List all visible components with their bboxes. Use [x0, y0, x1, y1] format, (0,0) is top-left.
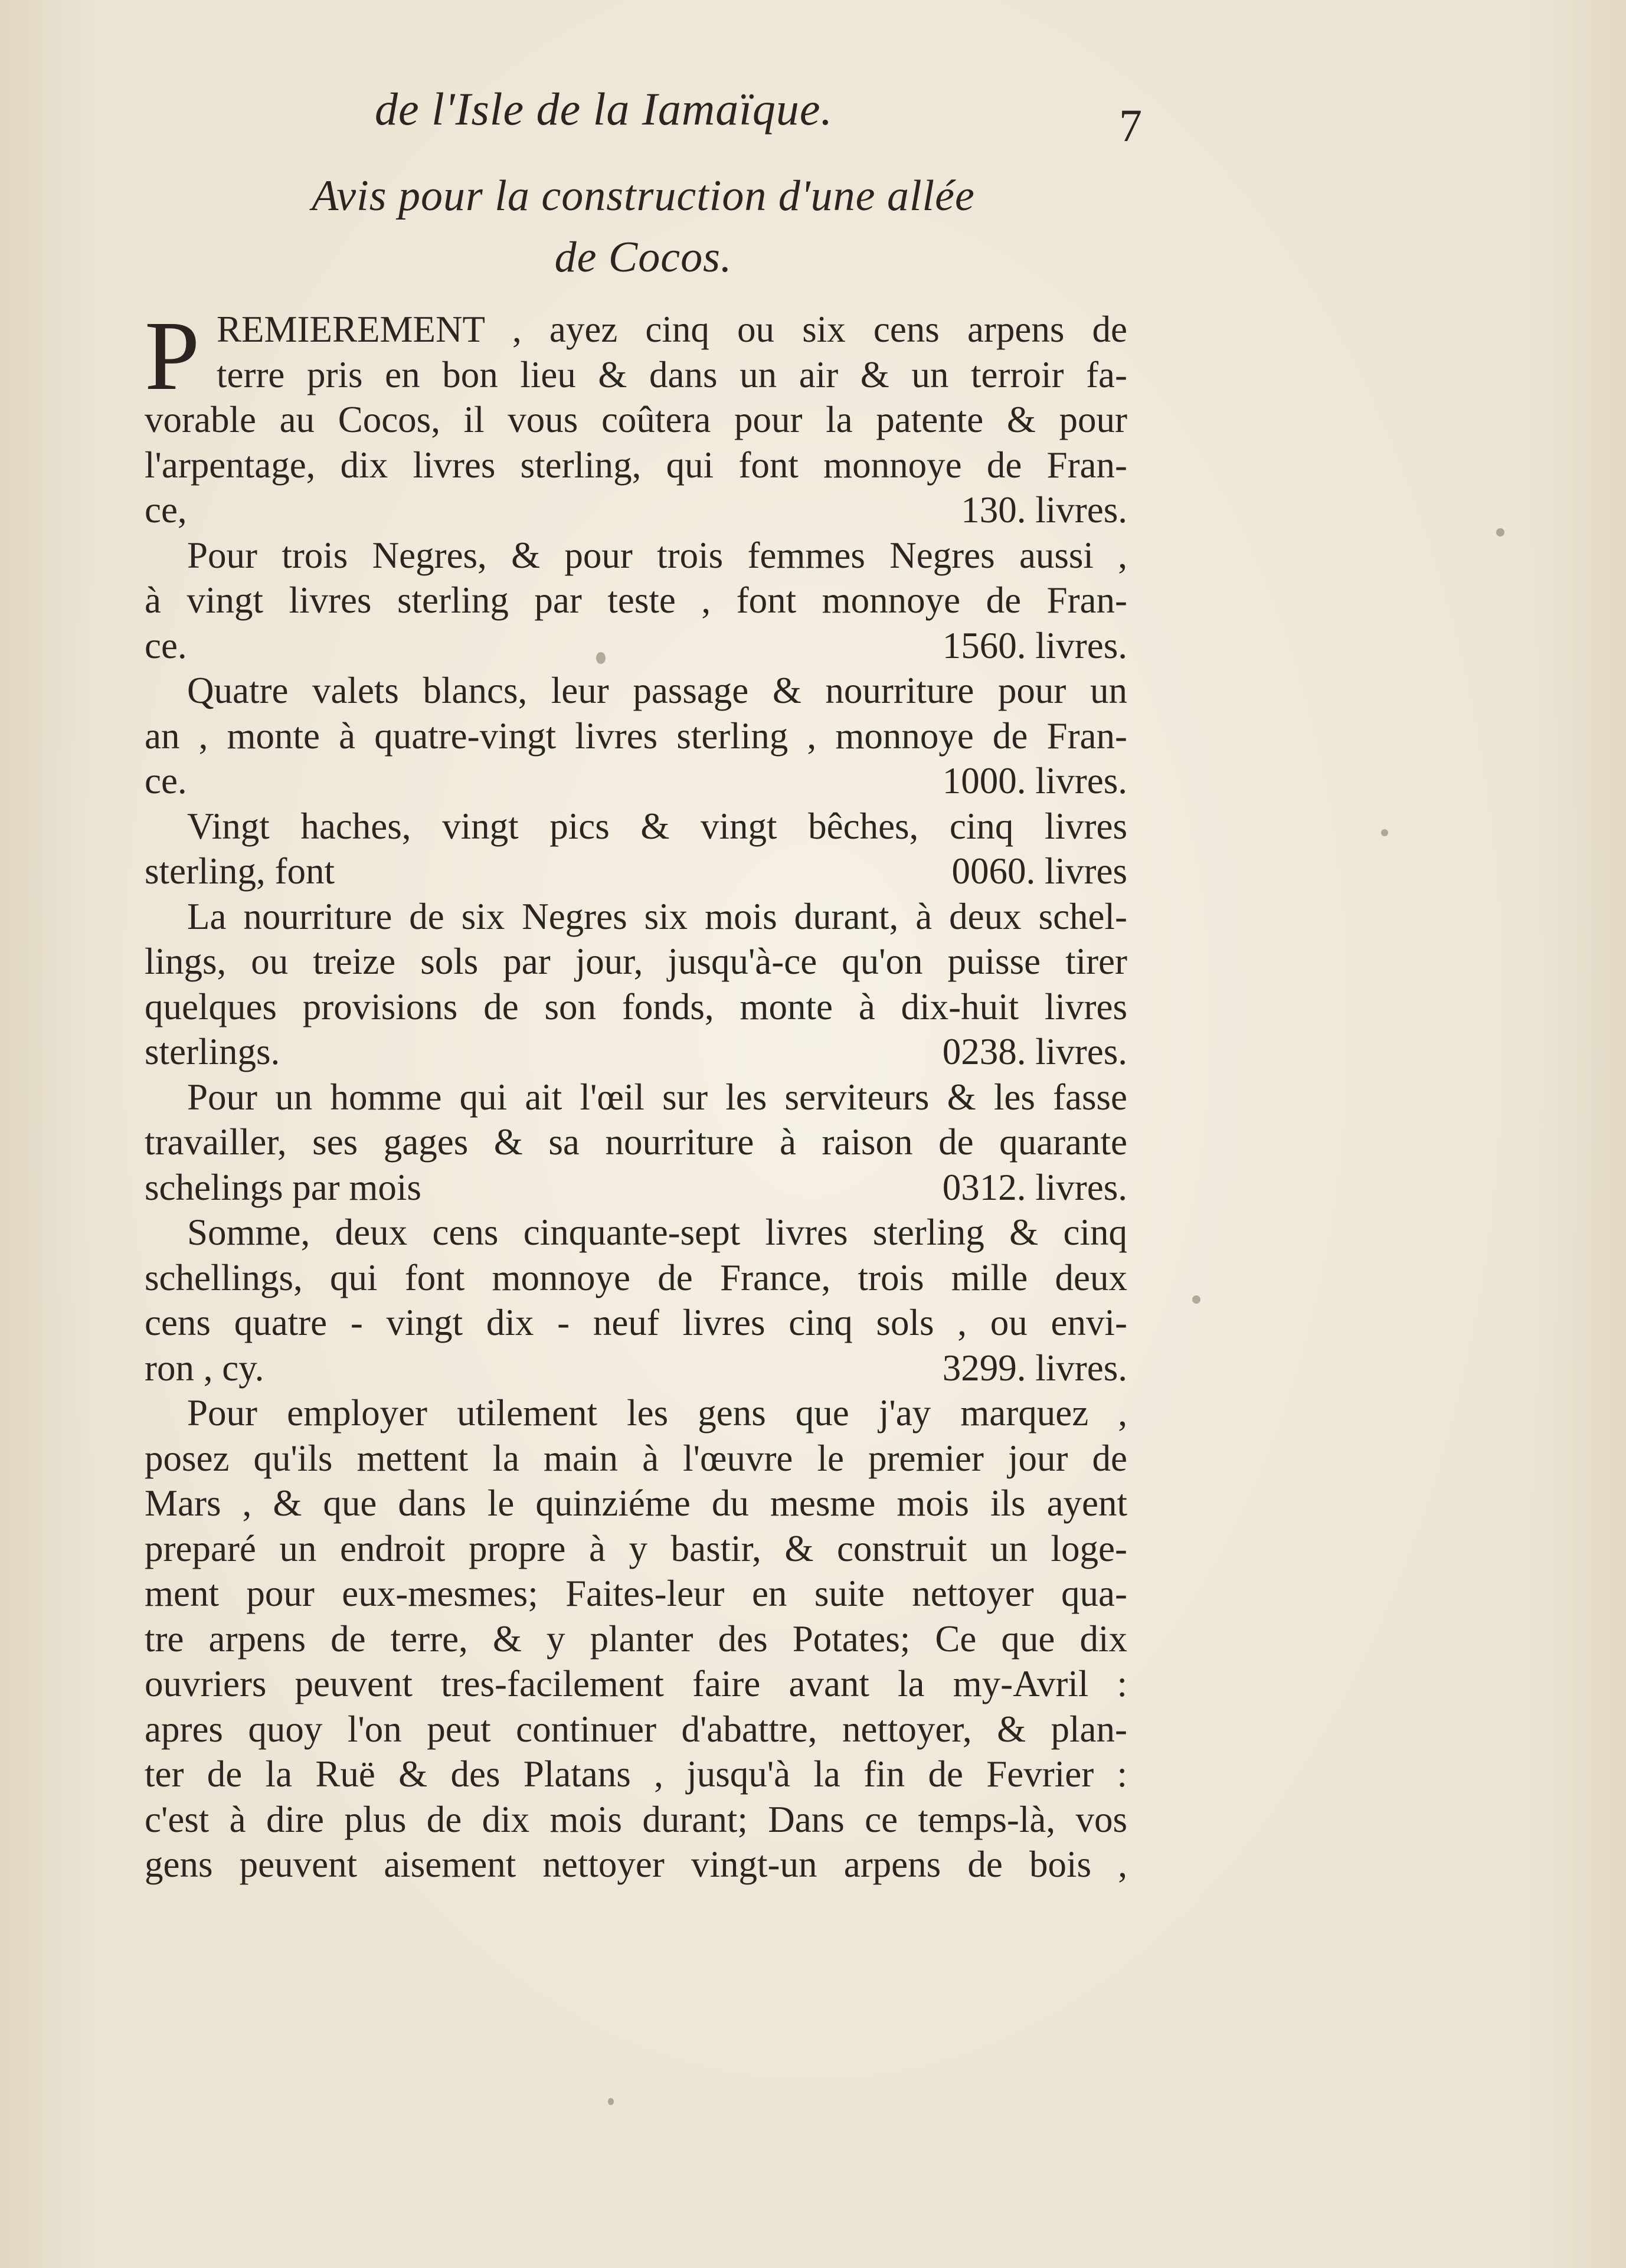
text-line	[145, 443, 1127, 488]
text-line	[145, 1255, 1127, 1301]
line-text: REMIEREMENT , ayez cinq ou six cens arpens de	[217, 309, 1127, 350]
text-line	[145, 1842, 1127, 1887]
line-text: tre arpens de terre, & y planter des Potates; Ce que dix	[145, 1618, 1127, 1660]
line-text: ter de la Ruë & des Platans , jusqu'à la fin de Fevrier :	[145, 1753, 1127, 1795]
text-line	[145, 487, 1127, 533]
amount-value: 1560. livres.	[942, 624, 1127, 666]
text-line	[145, 1210, 1127, 1255]
line-text: ce.	[145, 760, 187, 801]
line-text: terre pris en bon lieu & dans un air & un terroir fa-	[217, 354, 1127, 395]
line-text: à vingt livres sterling par teste , font monnoye de Fran-	[145, 580, 1127, 621]
amount-value: 3299. livres.	[942, 1347, 1127, 1389]
text-line	[145, 397, 1127, 443]
amount-value: 1000. livres.	[942, 760, 1127, 801]
text-line	[145, 352, 1127, 398]
line-text: Vingt haches, vingt pics & vingt bêches, cinq livres	[187, 805, 1127, 847]
line-text: Quatre valets blancs, leur passage & nourriture pour un	[187, 670, 1127, 711]
text-line	[145, 849, 1127, 894]
line-text: c'est à dire plus de dix mois durant; Dans ce temps-là, vos	[145, 1798, 1127, 1840]
amount-value: 130. livres.	[961, 489, 1127, 531]
line-text: ment pour eux-mesmes; Faites-leur en suite nettoyer qua-	[145, 1573, 1127, 1614]
line-text: schelings par mois	[145, 1166, 421, 1208]
line-text: lings, ou treize sols par jour, jusqu'à-ce qu'on puisse tirer	[145, 941, 1127, 982]
section-title-line-1: Avis pour la construction d'une allée	[312, 172, 975, 220]
line-text: ce,	[145, 489, 187, 531]
paper-speck	[1192, 1295, 1200, 1304]
page-header	[145, 71, 1142, 151]
section-title	[145, 165, 1142, 288]
line-text: ron , cy.	[145, 1347, 264, 1389]
drop-cap: P	[145, 301, 200, 411]
line-text: sterlings.	[145, 1031, 280, 1072]
line-text: Pour un homme qui ait l'œil sur les serviteurs & les fasse	[187, 1076, 1127, 1118]
amount-value: 0060. livres	[951, 850, 1127, 892]
line-text: l'arpentage, dix livres sterling, qui font monnoye de Fran-	[145, 444, 1127, 486]
text-line	[145, 894, 1127, 940]
line-text: posez qu'ils mettent la main à l'œuvre le premier jour de	[145, 1437, 1127, 1479]
paper-speck	[596, 652, 606, 664]
line-text: gens peuvent aisement nettoyer vingt-un arpens de bois ,	[145, 1844, 1127, 1885]
text-line	[145, 939, 1127, 984]
line-text: cens quatre - vingt dix - neuf livres cinq sols , ou envi-	[145, 1302, 1127, 1343]
text-line	[145, 1571, 1127, 1616]
line-text: travailler, ses gages & sa nourriture à raison de quarante	[145, 1121, 1127, 1163]
text-line	[145, 1526, 1127, 1572]
paper-speck	[1496, 528, 1504, 536]
text-line	[145, 1300, 1127, 1346]
paper-speck	[1381, 829, 1388, 836]
text-line	[145, 623, 1127, 669]
line-text: ce.	[145, 624, 187, 666]
text-line	[145, 533, 1127, 578]
line-text: quelques provisions de son fonds, monte à dix-huit livres	[145, 986, 1127, 1027]
text-line	[145, 1616, 1127, 1662]
text-line	[145, 1707, 1127, 1752]
amount-value: 0312. livres.	[942, 1166, 1127, 1208]
text-line	[145, 1120, 1127, 1165]
body-text	[145, 301, 1127, 1887]
line-text: Pour trois Negres, & pour trois femmes Negres aussi ,	[187, 534, 1127, 576]
text-line	[145, 984, 1127, 1030]
page-number: 7	[1119, 100, 1142, 151]
text-line	[145, 1436, 1127, 1481]
text-line	[145, 578, 1127, 623]
text-line	[145, 1390, 1127, 1436]
text-line	[145, 1165, 1127, 1210]
amount-value: 0238. livres.	[942, 1031, 1127, 1072]
line-text: preparé un endroit propre à y bastir, & construit un loge-	[145, 1527, 1127, 1569]
text-line	[145, 668, 1127, 714]
line-text: apres quoy l'on peut continuer d'abattre, nettoyer, & plan-	[145, 1708, 1127, 1750]
line-text: schellings, qui font monnoye de France, trois mille deux	[145, 1256, 1127, 1298]
text-line	[145, 1481, 1127, 1526]
text-line	[145, 307, 1127, 352]
line-text: Somme, deux cens cinquante-sept livres sterling & cinq	[187, 1212, 1127, 1253]
text-line	[145, 1797, 1127, 1842]
text-line	[145, 1075, 1127, 1120]
text-line	[145, 1752, 1127, 1797]
line-text: sterling, font	[145, 850, 335, 892]
text-line	[145, 804, 1127, 849]
line-text: Mars , & que dans le quinziéme du mesme mois ils ayent	[145, 1482, 1127, 1524]
section-title-line-2: de Cocos.	[554, 233, 732, 282]
text-line	[145, 714, 1127, 759]
line-text: La nourriture de six Negres six mois durant, à deux schel-	[187, 895, 1127, 937]
line-text: an , monte à quatre-vingt livres sterling , monnoye de Fran-	[145, 715, 1127, 757]
line-text: ouvriers peuvent tres-facilement faire avant la my-Avril :	[145, 1663, 1127, 1704]
running-title: de l'Isle de la Iamaïque.	[375, 83, 833, 135]
text-line	[145, 1029, 1127, 1075]
paper-speck	[608, 2098, 614, 2105]
line-text: vorable au Cocos, il vous coûtera pour la patente & pour	[145, 399, 1127, 440]
text-line	[145, 1346, 1127, 1391]
line-text: Pour employer utilement les gens que j'ay marquez ,	[187, 1392, 1127, 1434]
text-line	[145, 758, 1127, 804]
text-line	[145, 1661, 1127, 1707]
